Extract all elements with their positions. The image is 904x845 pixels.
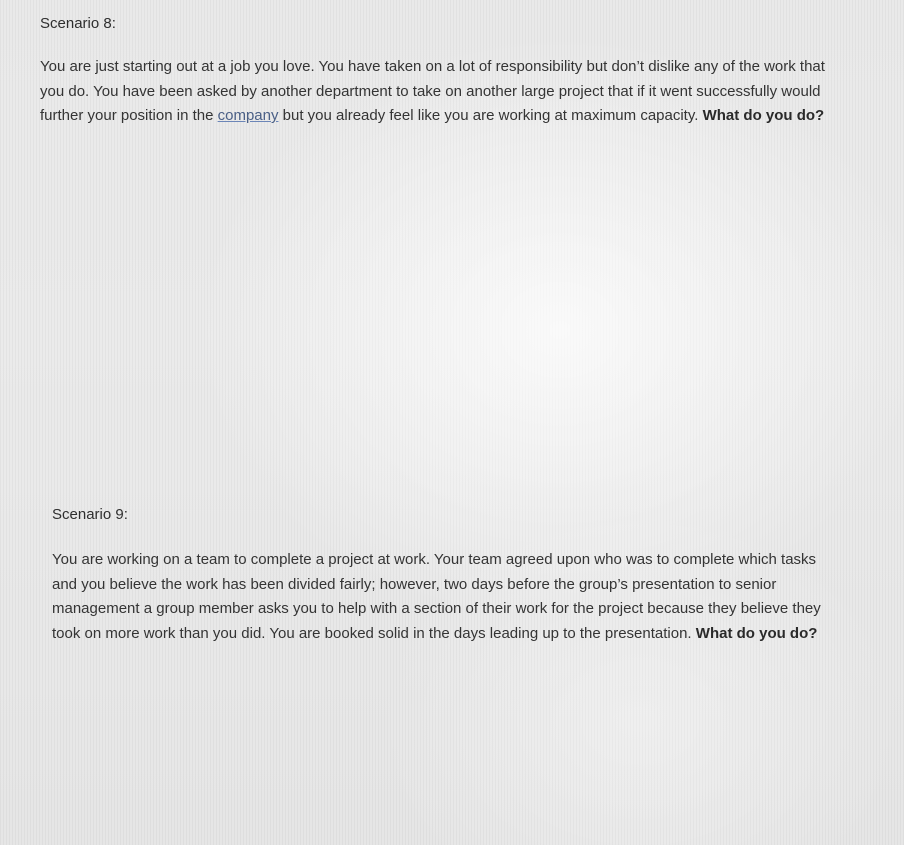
scenario-9-title: Scenario 9: <box>52 506 128 523</box>
scenario-8-title: Scenario 8: <box>40 15 116 32</box>
scenario-8-description <box>40 55 830 129</box>
scenario-8-question: What do you do? <box>702 107 825 124</box>
scenario-8-text-part-1: You are just starting out at a job you love. You have taken on a lot of responsibility but don’t dislike any of the work that you do. You have been asked by another department to take on another large project that if it went successfully would further your position in the <box>40 58 825 124</box>
scenario-8-text-part-2: but you already feel like you are working at maximum capacity. <box>278 107 703 124</box>
scenario-8-section <box>40 14 830 129</box>
scenario-9-question: What do you do? <box>695 624 818 642</box>
scenario-9-text: You are working on a team to complete a project at work. Your team agreed upon who was to complete which tasks and you believe the work has been divided fairly; however, two days before the group’s presentation to senior management a group member asks you to help with a section of their work for the project because they believe they took on more work than you did. You are booked solid in the days leading up to the presentation. <box>52 551 821 642</box>
scenario-9-section <box>52 505 832 646</box>
company-link[interactable]: company <box>217 107 279 124</box>
scenario-9-description <box>52 548 832 646</box>
